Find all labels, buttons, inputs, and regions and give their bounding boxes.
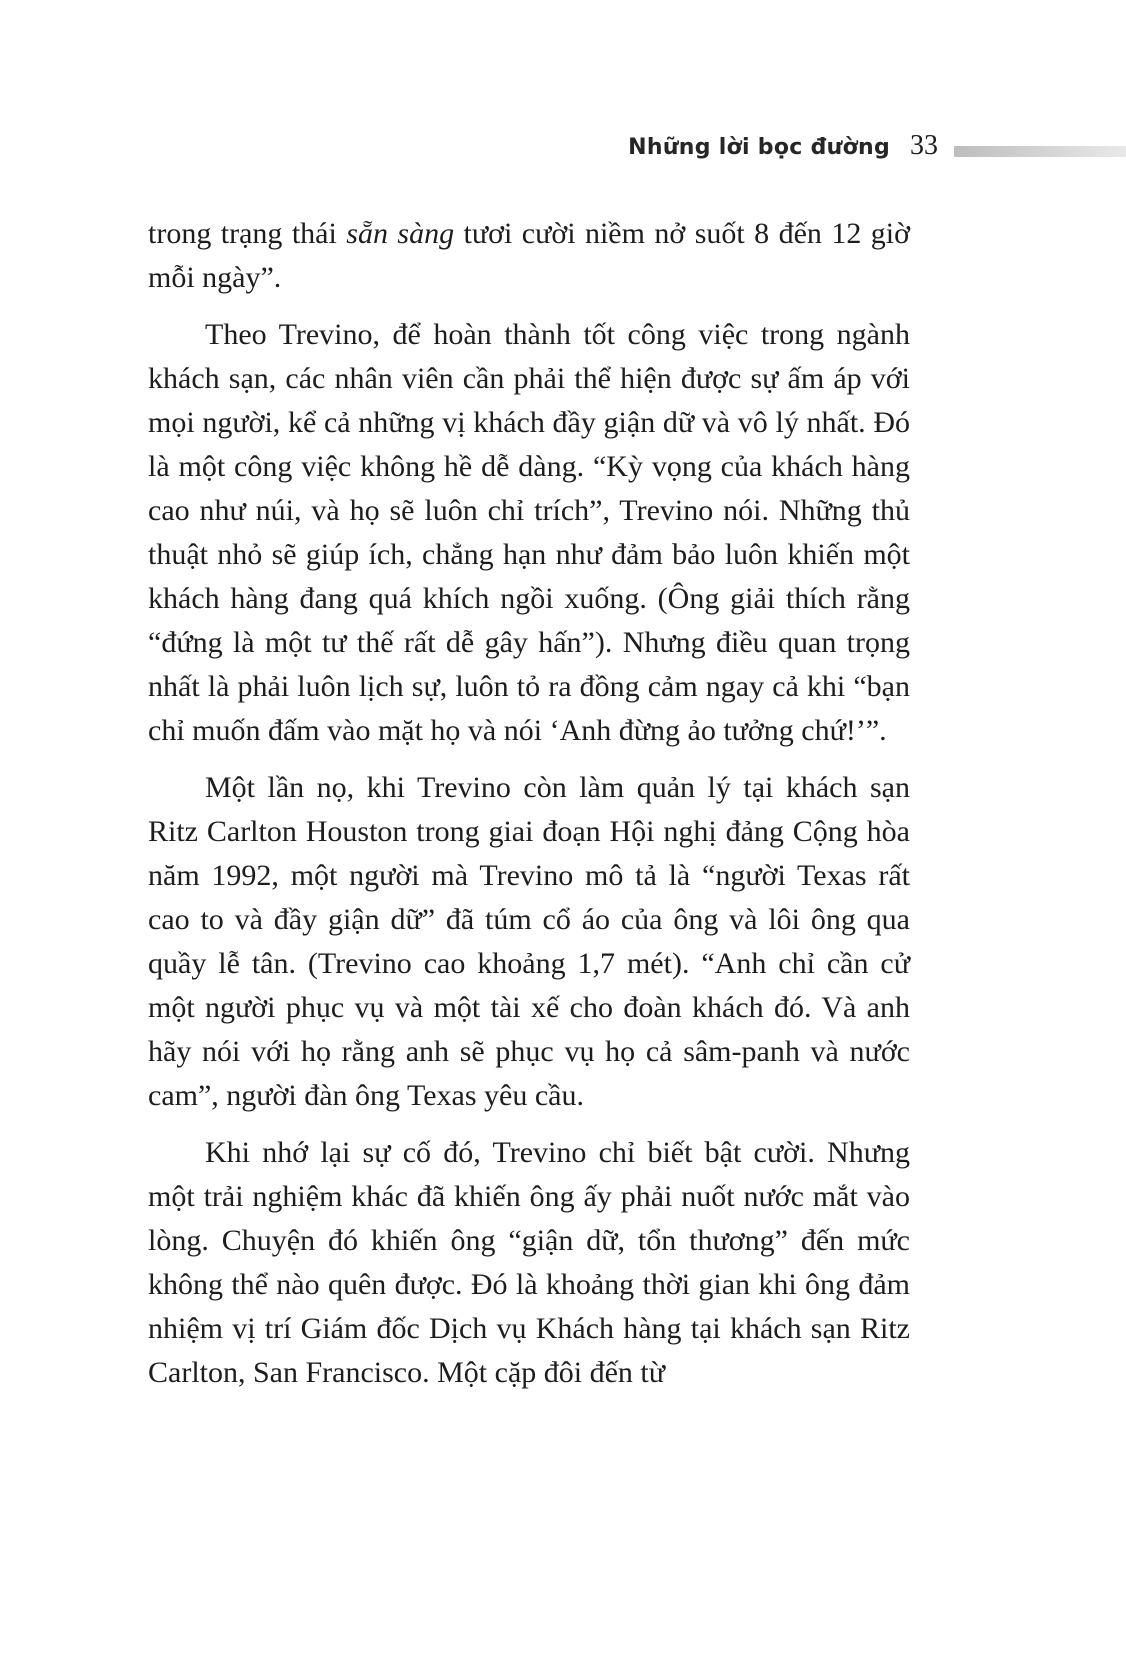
header-rule	[954, 146, 1126, 157]
page-header	[0, 130, 1126, 166]
italic-text-segment: sẵn sàng	[346, 217, 455, 250]
page-number: 33	[910, 130, 938, 161]
text-segment: trong trạng thái	[148, 217, 347, 250]
paragraph	[148, 212, 910, 300]
body-text	[148, 212, 910, 1408]
text-segment: Một lần nọ, khi Trevino còn làm quản lý tại khách sạn Ritz Carlton Houston trong giai đoạn Hội nghị đảng Cộng hòa năm 1992, một người mà Trevino mô tả là “người Texas rất cao to và đầy giận dữ” đã túm cổ áo của ông và lôi ông qua quầy lễ tân. (Trevino cao khoảng 1,7 mét). “Anh chỉ cần cử một người phục vụ và một tài xế cho đoàn khách đó. Và anh hãy nói với họ rằng anh sẽ phục vụ họ cả sâm-panh và nước cam”, người đàn ông Texas yêu cầu.	[148, 771, 910, 1112]
paragraph	[148, 313, 910, 753]
paragraph	[148, 766, 910, 1118]
text-segment: Theo Trevino, để hoàn thành tốt công việc trong ngành khách sạn, các nhân viên cần phải thể hiện được sự ấm áp với mọi người, kể cả những vị khách đầy giận dữ và vô lý nhất. Đó là một công việc không hề dễ dàng. “Kỳ vọng của khách hàng cao như núi, và họ sẽ luôn chỉ trích”, Trevino nói. Những thủ thuật nhỏ sẽ giúp ích, chẳng hạn như đảm bảo luôn khiến một khách hàng đang quá khích ngồi xuống. (Ông giải thích rằng “đứng là một tư thế rất dễ gây hấn”). Nhưng điều quan trọng nhất là phải luôn lịch sự, luôn tỏ ra đồng cảm ngay cả khi “bạn chỉ muốn đấm vào mặt họ và nói ‘Anh đừng ảo tưởng chứ!’”.	[148, 318, 910, 747]
running-head-title: Những lời bọc đường	[628, 135, 890, 160]
text-segment: tươi cười niềm nở suốt 8 đến 12 giờ mỗi ngày”.	[148, 217, 910, 294]
text-segment: Khi nhớ lại sự cố đó, Trevino chỉ biết bật cười. Nhưng một trải nghiệm khác đã khiến ông ấy phải nuốt nước mắt vào lòng. Chuyện đó khiến ông “giận dữ, tổn thương” đến mức không thể nào quên được. Đó là khoảng thời gian khi ông đảm nhiệm vị trí Giám đốc Dịch vụ Khách hàng tại khách sạn Ritz Carlton, San Francisco. Một cặp đôi đến từ	[148, 1136, 910, 1389]
paragraph	[148, 1131, 910, 1395]
